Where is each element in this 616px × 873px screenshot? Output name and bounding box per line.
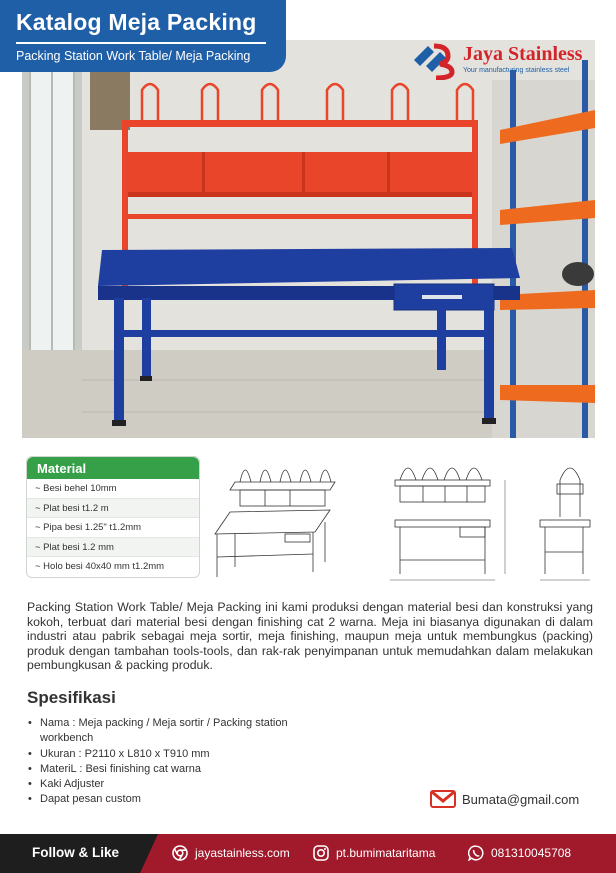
brand-logo	[410, 40, 595, 80]
spec-item: • Dapat pesan custom	[27, 792, 297, 807]
front-drawing	[390, 468, 505, 580]
material-item: ~ Plat besi t1.2 m	[27, 499, 199, 519]
spec-item: • Kaki Adjuster	[27, 777, 297, 792]
material-item: ~ Plat besi 1.2 mm	[27, 538, 199, 558]
spec-title: Spesifikasi	[27, 688, 116, 707]
footer-bar	[0, 834, 616, 873]
side-drawing	[540, 468, 590, 580]
product-photo	[22, 40, 595, 438]
website-text: jayastainless.com	[195, 846, 290, 860]
email-contact[interactable]	[430, 788, 579, 810]
spec-item: • Nama : Meja packing / Meja sortir / Packing station workbench	[27, 716, 297, 747]
brand-tagline: Your manufacturing stainless steel	[463, 67, 570, 74]
spec-item: • Ukuran : P2110 x L810 x T910 mm	[27, 747, 297, 762]
material-item: ~ Besi behel 10mm	[27, 479, 199, 499]
chrome-icon	[172, 845, 188, 861]
whatsapp-icon	[468, 845, 484, 861]
jaya-stainless-logo-icon	[410, 40, 458, 80]
email-address: Bumata@gmail.com	[462, 791, 580, 807]
isometric-drawing	[215, 470, 335, 577]
technical-drawings	[205, 452, 605, 587]
material-heading: Material	[27, 457, 199, 479]
title-divider	[16, 42, 266, 44]
header-title-box	[0, 0, 286, 72]
spec-list	[27, 716, 297, 808]
website-link[interactable]	[172, 845, 290, 861]
instagram-icon	[313, 845, 329, 861]
brand-name: Jaya Stainless	[463, 43, 583, 65]
instagram-link[interactable]	[313, 845, 435, 861]
page-title: Katalog Meja Packing	[16, 9, 257, 35]
whatsapp-link[interactable]	[468, 845, 571, 861]
whatsapp-text: 081310045708	[491, 846, 572, 860]
gmail-icon	[430, 789, 456, 809]
material-item: ~ Holo besi 40x40 mm t1.2mm	[35, 561, 165, 573]
material-item: ~ Pipa besi 1.25" t1.2mm	[27, 518, 199, 538]
material-box	[26, 456, 200, 578]
page-subtitle: Packing Station Work Table/ Meja Packing	[16, 49, 251, 63]
follow-label: Follow & Like	[32, 845, 120, 860]
instagram-text: pt.bumimataritama	[336, 846, 436, 860]
product-description: Packing Station Work Table/ Meja Packing ini kami produksi dengan material besi dan konstruksi yang kokoh, terbuat dari material besi dengan finishing cat 2 warna. Meja ini biasanya digunakan di dalam industri atau pabrik sebagai meja sortir, meja finishing, maupun meja untuk membungkus (packing) produk dengan tambahan tools-tools, dan rak-rak penyimpanan untuk memudahkan dalam melakukan pembungkusan & packing produk.	[27, 600, 593, 673]
material-list	[27, 479, 199, 577]
spec-item: • MateriL : Besi finishing cat warna	[27, 762, 297, 777]
